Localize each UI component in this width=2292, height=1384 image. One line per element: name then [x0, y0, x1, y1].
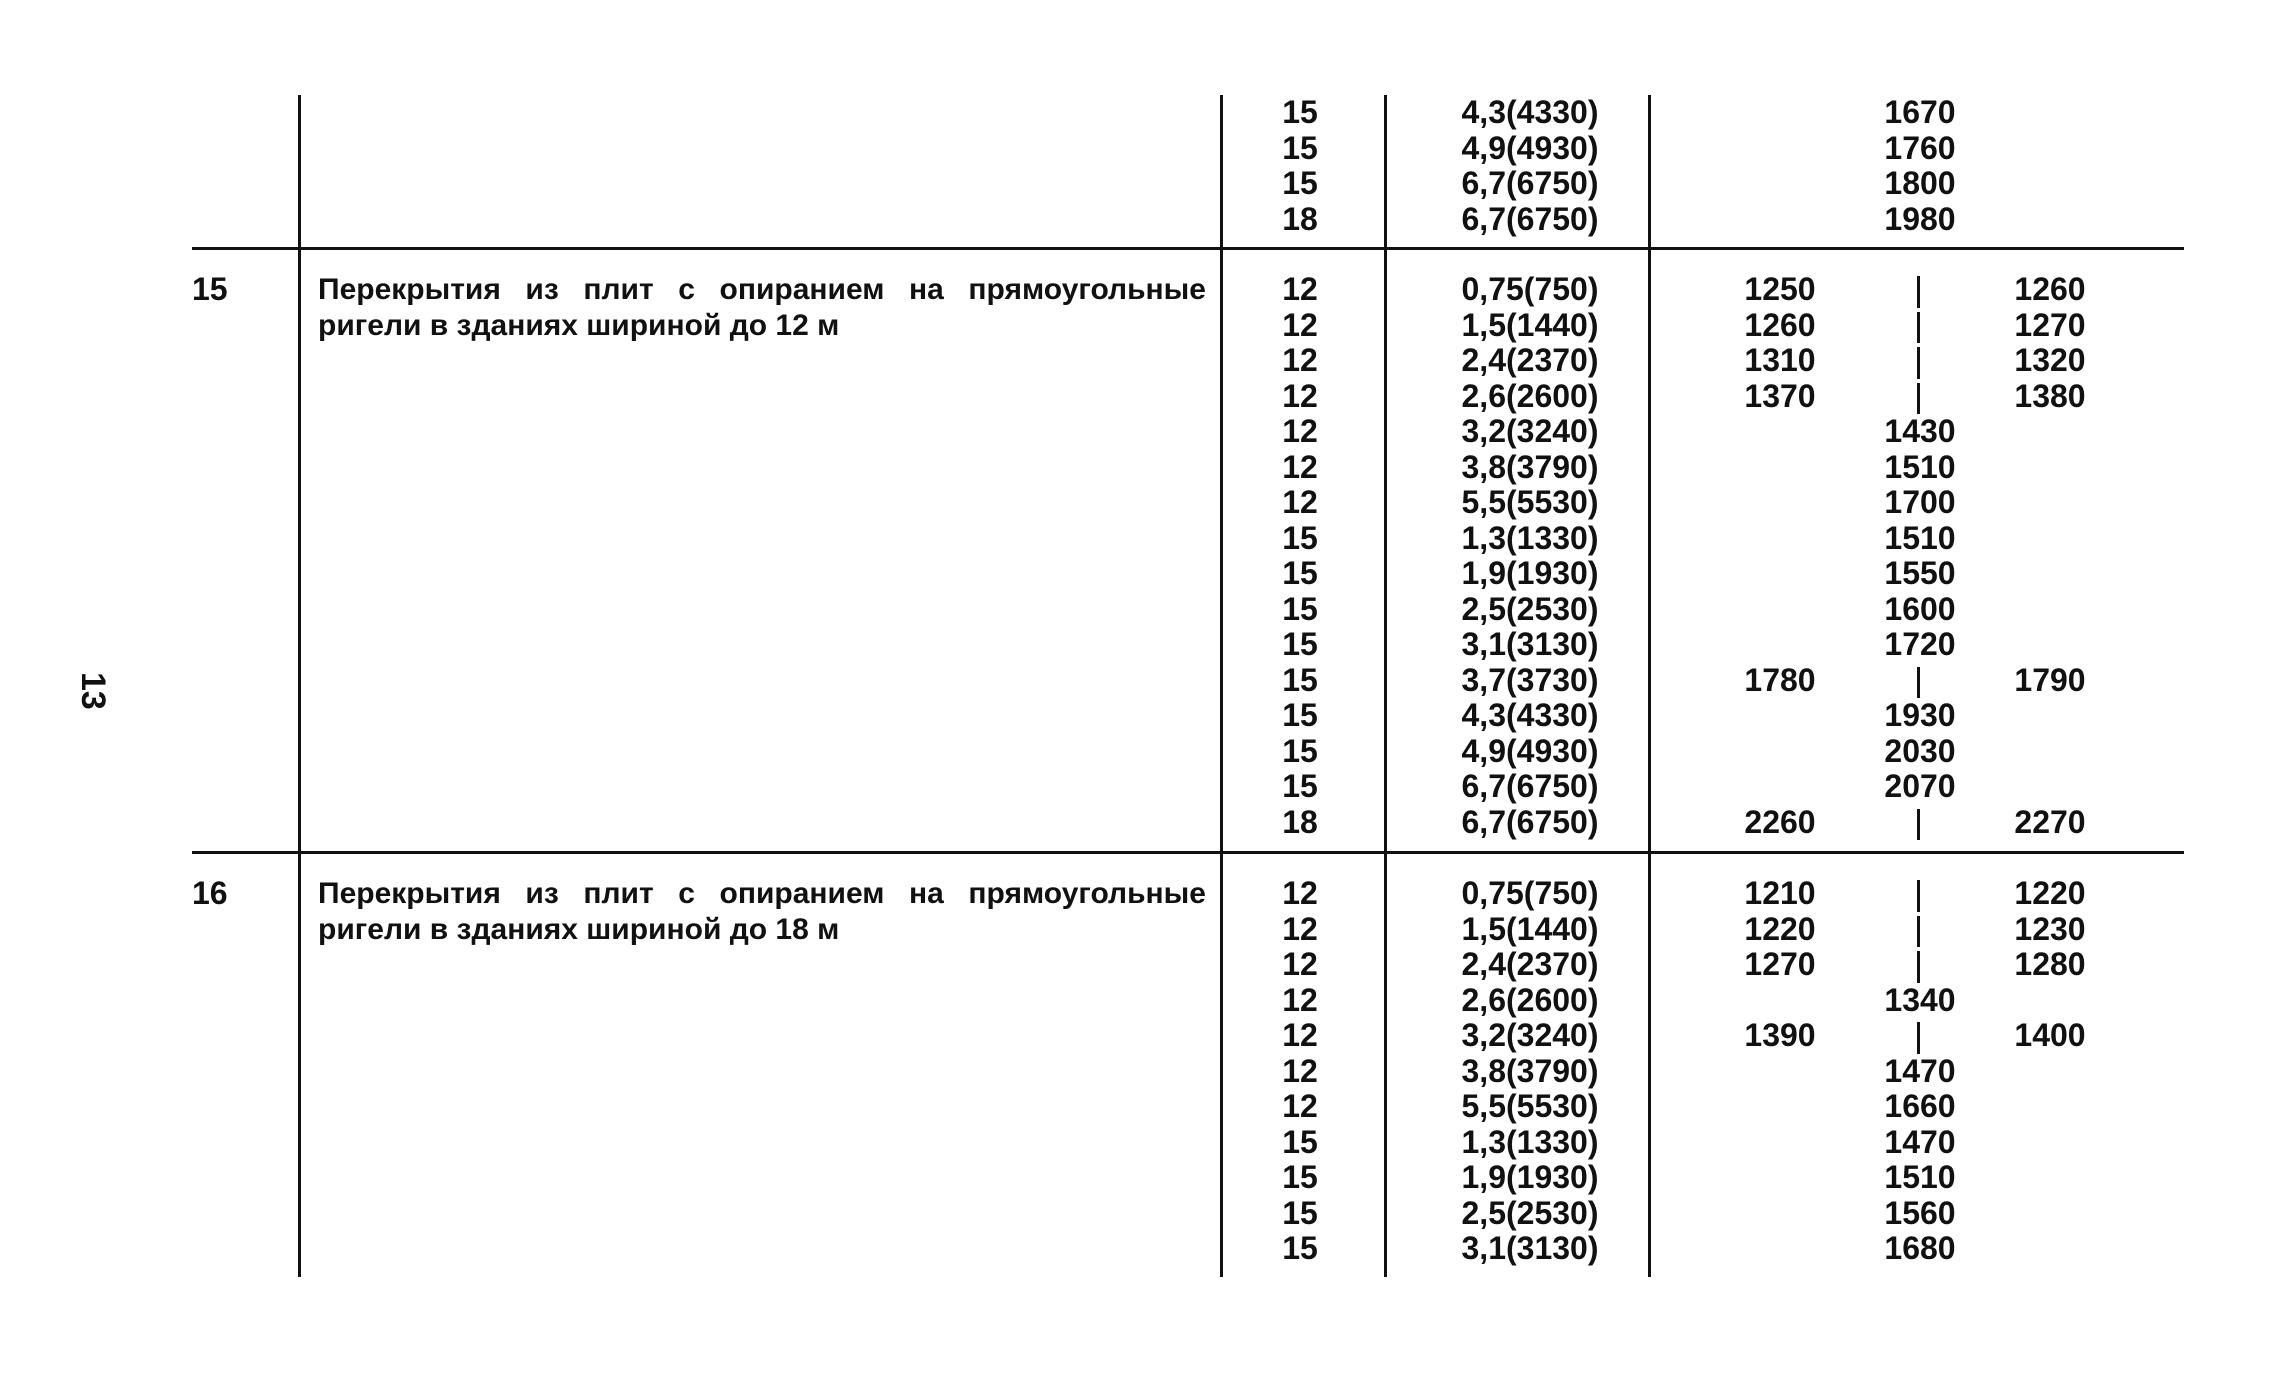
result-value: 1800 — [1884, 165, 1956, 201]
result-value: 1430 — [1884, 413, 1956, 449]
result-value: 1600 — [1884, 590, 1956, 627]
load-value: 5,5(5530) — [1461, 1088, 1599, 1124]
load-value: 3,2(3240) — [1461, 1017, 1599, 1053]
load-value: 4,9(4930) — [1461, 129, 1599, 166]
result-value-right: 1320 — [2014, 342, 2086, 378]
separator-tick — [1917, 880, 1920, 912]
load-value: 2,5(2530) — [1461, 590, 1599, 627]
span-value: 15 — [1282, 1194, 1318, 1231]
span-value: 12 — [1282, 484, 1318, 520]
load-value: 4,9(4930) — [1461, 732, 1599, 769]
load-value: 1,3(1330) — [1461, 1123, 1599, 1160]
result-value: 1470 — [1884, 1052, 1956, 1089]
load-value: 1,5(1440) — [1461, 306, 1599, 343]
span-value: 12 — [1282, 342, 1318, 378]
load-value: 3,8(3790) — [1461, 1052, 1599, 1089]
result-value: 1470 — [1884, 1123, 1956, 1160]
load-value: 3,1(3130) — [1461, 1230, 1599, 1266]
result-value-left: 2260 — [1744, 803, 1816, 840]
span-value: 12 — [1282, 1052, 1318, 1089]
span-value: 12 — [1282, 306, 1318, 343]
section-description: Перекрытия из плит с опиранием на прямоугольные ригели в зданиях шириной до 12 м — [318, 273, 1206, 342]
load-value: 2,6(2600) — [1461, 377, 1599, 414]
section-number: 15 — [192, 271, 228, 307]
result-value-right: 1790 — [2014, 661, 2086, 698]
load-value: 2,4(2370) — [1461, 946, 1599, 982]
result-value-left: 1210 — [1744, 875, 1816, 911]
load-value: 6,7(6750) — [1461, 803, 1599, 840]
span-value: 12 — [1282, 271, 1318, 307]
span-value: 15 — [1282, 626, 1318, 662]
separator-tick — [1917, 276, 1920, 308]
page-number: 13 — [74, 672, 112, 710]
load-value: 6,7(6750) — [1461, 768, 1599, 804]
span-value: 12 — [1282, 413, 1318, 449]
span-value: 12 — [1282, 377, 1318, 414]
result-value-right: 2270 — [2014, 803, 2086, 840]
result-value: 1760 — [1884, 129, 1956, 166]
result-value-left: 1250 — [1744, 271, 1816, 307]
result-value: 1660 — [1884, 1088, 1956, 1124]
span-value: 12 — [1282, 946, 1318, 982]
result-value-left: 1390 — [1744, 1017, 1816, 1053]
span-value: 12 — [1282, 448, 1318, 485]
result-value-right: 1220 — [2014, 875, 2086, 911]
result-value: 1340 — [1884, 981, 1956, 1018]
load-value: 4,3(4330) — [1461, 697, 1599, 733]
span-value: 15 — [1282, 1123, 1318, 1160]
result-value: 1980 — [1884, 200, 1956, 237]
load-value: 2,4(2370) — [1461, 342, 1599, 378]
load-value: 1,3(1330) — [1461, 519, 1599, 556]
span-value: 15 — [1282, 661, 1318, 698]
load-value: 3,2(3240) — [1461, 413, 1599, 449]
result-value: 1670 — [1884, 94, 1956, 130]
span-value: 15 — [1282, 1159, 1318, 1195]
result-value-left: 1370 — [1744, 377, 1816, 414]
result-value: 1510 — [1884, 519, 1956, 556]
span-value: 15 — [1282, 590, 1318, 627]
span-value: 12 — [1282, 1088, 1318, 1124]
result-value-right: 1260 — [2014, 271, 2086, 307]
span-value: 15 — [1282, 732, 1318, 769]
span-value: 15 — [1282, 165, 1318, 201]
span-value: 15 — [1282, 555, 1318, 591]
load-value: 3,8(3790) — [1461, 448, 1599, 485]
result-value: 1510 — [1884, 1159, 1956, 1195]
result-value-right: 1280 — [2014, 946, 2086, 982]
load-value: 4,3(4330) — [1461, 94, 1599, 130]
load-value: 2,6(2600) — [1461, 981, 1599, 1018]
separator-tick — [1917, 951, 1920, 983]
separator-tick — [1917, 1022, 1920, 1054]
result-value-right: 1230 — [2014, 910, 2086, 947]
span-value: 15 — [1282, 129, 1318, 166]
result-value: 1560 — [1884, 1194, 1956, 1231]
load-value: 3,7(3730) — [1461, 661, 1599, 698]
result-value: 2070 — [1884, 768, 1956, 804]
result-value: 1930 — [1884, 697, 1956, 733]
separator-tick — [1917, 916, 1920, 948]
load-value: 3,1(3130) — [1461, 626, 1599, 662]
span-value: 12 — [1282, 1017, 1318, 1053]
separator-tick — [1917, 383, 1920, 415]
section-description: Перекрытия из плит с опиранием на прямоугольные ригели в зданиях шириной до 18 м — [318, 877, 1206, 946]
result-value-left: 1310 — [1744, 342, 1816, 378]
result-value: 1700 — [1884, 484, 1956, 520]
span-value: 15 — [1282, 768, 1318, 804]
column-rule-1 — [298, 95, 301, 1277]
load-value: 6,7(6750) — [1461, 200, 1599, 237]
load-value: 1,9(1930) — [1461, 1159, 1599, 1195]
separator-tick — [1917, 667, 1920, 699]
section-rule-1 — [192, 247, 2184, 250]
load-value: 5,5(5530) — [1461, 484, 1599, 520]
load-value: 1,5(1440) — [1461, 910, 1599, 947]
result-value-right: 1270 — [2014, 306, 2086, 343]
column-rule-2 — [1220, 95, 1223, 1277]
separator-tick — [1917, 312, 1920, 344]
span-value: 15 — [1282, 697, 1318, 733]
load-value: 1,9(1930) — [1461, 555, 1599, 591]
result-value-right: 1380 — [2014, 377, 2086, 414]
result-value-left: 1780 — [1744, 661, 1816, 698]
span-value: 15 — [1282, 94, 1318, 130]
result-value: 1720 — [1884, 626, 1956, 662]
span-value: 12 — [1282, 910, 1318, 947]
load-value: 2,5(2530) — [1461, 1194, 1599, 1231]
span-value: 18 — [1282, 803, 1318, 840]
load-value: 0,75(750) — [1461, 271, 1599, 307]
section-number: 16 — [192, 875, 228, 911]
result-value: 1550 — [1884, 555, 1956, 591]
result-value-right: 1400 — [2014, 1017, 2086, 1053]
column-rule-3 — [1384, 95, 1387, 1277]
section-rule-2 — [192, 851, 2184, 854]
result-value-left: 1270 — [1744, 946, 1816, 982]
result-value: 2030 — [1884, 732, 1956, 769]
load-value: 6,7(6750) — [1461, 165, 1599, 201]
span-value: 12 — [1282, 981, 1318, 1018]
result-value-left: 1260 — [1744, 306, 1816, 343]
span-value: 12 — [1282, 875, 1318, 911]
result-value-left: 1220 — [1744, 910, 1816, 947]
separator-tick — [1917, 809, 1920, 841]
span-value: 15 — [1282, 1230, 1318, 1266]
span-value: 18 — [1282, 200, 1318, 237]
load-value: 0,75(750) — [1461, 875, 1599, 911]
span-value: 15 — [1282, 519, 1318, 556]
result-value: 1510 — [1884, 448, 1956, 485]
result-value: 1680 — [1884, 1230, 1956, 1266]
separator-tick — [1917, 347, 1920, 379]
